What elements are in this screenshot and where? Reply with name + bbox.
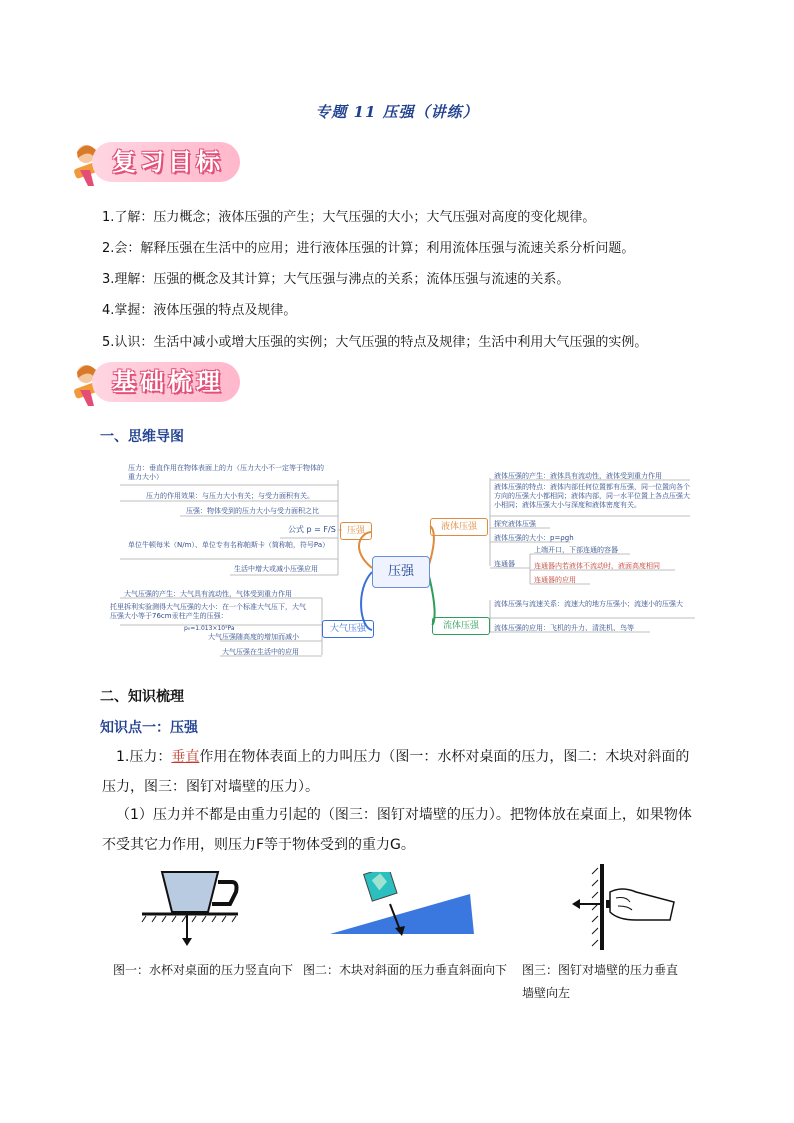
mm-formula: 公式 p = F/S <box>288 525 336 534</box>
section-knowledge-heading: 二、知识梳理 <box>100 689 184 705</box>
cup-on-table-figure <box>140 868 240 948</box>
section-mindmap-heading: 一、思维导图 <box>100 429 184 445</box>
mm-atm-origin: 大气压强的产生：大气具有流动性，气体受到重力作用 <box>124 590 292 598</box>
mm-fluid-apply: 流体压强的应用：飞机的升力、清洗机、鸟等 <box>494 624 634 632</box>
objective-1: 1.了解：压力概念；液体压强的产生；大气压强的大小；大气压强对高度的变化规律。 <box>102 210 596 225</box>
mm-atm-height: 大气压强随高度的增加而减小 <box>208 633 299 641</box>
mm-connector-apply: 连通器的应用 <box>534 576 576 584</box>
branch-pressure: 压强 <box>340 522 372 540</box>
mm-connector: 连通器 <box>494 560 515 568</box>
mm-pressure-def: 压力：垂直作用在物体表面上的力（压力大小不一定等于物体的重力大小） <box>128 464 324 481</box>
caption-fig1: 图一：水杯对桌面的压力竖直向下 <box>113 963 294 977</box>
basics-banner <box>70 360 270 406</box>
mm-torricelli: 托里拆利实验测得大气压强的大小：在一个标准大气压下，大气压强大小等于76cm汞柱产生的压强： <box>110 603 306 620</box>
objective-2: 2.会：解释压强在生活中的应用；进行液体压强的计算；利用流体压强与流速关系分析问题。 <box>102 241 635 256</box>
mm-liquid-feature: 液体压强的特点：液体内部任何位置都有压强，同一位置向各个方向的压强大小都相同；液体内部，同一水平位置上各点压强大小相同；液体压强大小与深度和液体密度有关。 <box>494 483 690 509</box>
mm-connector-def: 上端开口，下部连通的容器 <box>534 546 618 554</box>
knowledge-point-1: 知识点一：压强 <box>100 720 198 736</box>
mm-liquid-formula: 液体压强的大小：p=ρgh <box>494 534 574 542</box>
thumbtack-wall-figure <box>570 862 690 952</box>
para-pressure-def <box>102 742 702 802</box>
objectives-banner <box>70 140 270 186</box>
caption-fig3: 图三：图钉对墙壁的压力垂直 <box>522 963 679 977</box>
objectives-banner-label: 复习目标 <box>92 142 240 182</box>
mm-liquid-origin: 液体压强的产生：液体具有流动性，液体受到重力作用 <box>494 472 662 480</box>
mind-map-center: 压强 <box>372 556 430 588</box>
mm-unit: 单位牛顿每米（N/m）、单位专有名称帕斯卡（简称帕，符号Pa） <box>128 541 330 549</box>
objective-5: 5.认识：生活中减小或增大压强的实例；大气压强的特点及规律；生活中利用大气压强的实例。 <box>102 335 648 350</box>
mm-fluid-relation: 流体压强与流速关系：流速大的地方压强小；流速小的压强大 <box>494 600 683 608</box>
mm-pressure-ratio: 压强：物体受到的压力大小与受力面积之比 <box>186 507 319 515</box>
para-pressure-label: 1.压力： <box>116 749 172 765</box>
caption-fig2: 图二：木块对斜面的压力垂直斜面向下 <box>303 963 508 977</box>
caption-fig3-cont: 墙壁向左 <box>522 986 571 1000</box>
mm-connector-level: 连通器内若液体不流动时，液面高度相同 <box>534 562 660 570</box>
para-pressure-gravity: （1）压力并不都是由重力引起的（图三：图钉对墙壁的压力）。把物体放在桌面上，如果物体不受其它力作用，则压力F等于物体受到的重力G。 <box>102 807 692 853</box>
branch-fluid: 流体压强 <box>432 617 490 635</box>
objective-3: 3.理解：压强的概念及其计算；大气压强与沸点的关系；流体压强与流速的关系。 <box>102 272 570 287</box>
block-on-incline-figure <box>328 872 478 940</box>
mm-pressure-effect: 压力的作用效果：与压力大小有关；与受力面积有关。 <box>146 492 314 500</box>
objective-4: 4.掌握：液体压强的特点及规律。 <box>102 303 297 318</box>
mm-life-apply: 生活中增大或减小压强应用 <box>234 565 318 573</box>
mind-map <box>110 460 700 665</box>
basics-banner-label: 基础梳理 <box>92 362 240 402</box>
mm-liquid-explore: 探究液体压强 <box>494 520 536 528</box>
branch-liquid: 液体压强 <box>430 518 488 536</box>
para-pressure-text: 作用在物体表面上的力叫压力（图一：水杯对桌面的压力，图二：木块对斜面的压力，图三：图钉对墙壁的压力）。 <box>102 749 690 795</box>
branch-atm: 大气压强 <box>322 620 374 638</box>
mm-atm-apply: 大气压强在生活中的应用 <box>222 648 299 656</box>
keyword-vertical: 垂直 <box>171 749 200 765</box>
page-title: 专题 11 压强（讲练） <box>315 103 479 121</box>
mm-p0: p₀=1.013×10⁵Pa <box>184 625 235 632</box>
